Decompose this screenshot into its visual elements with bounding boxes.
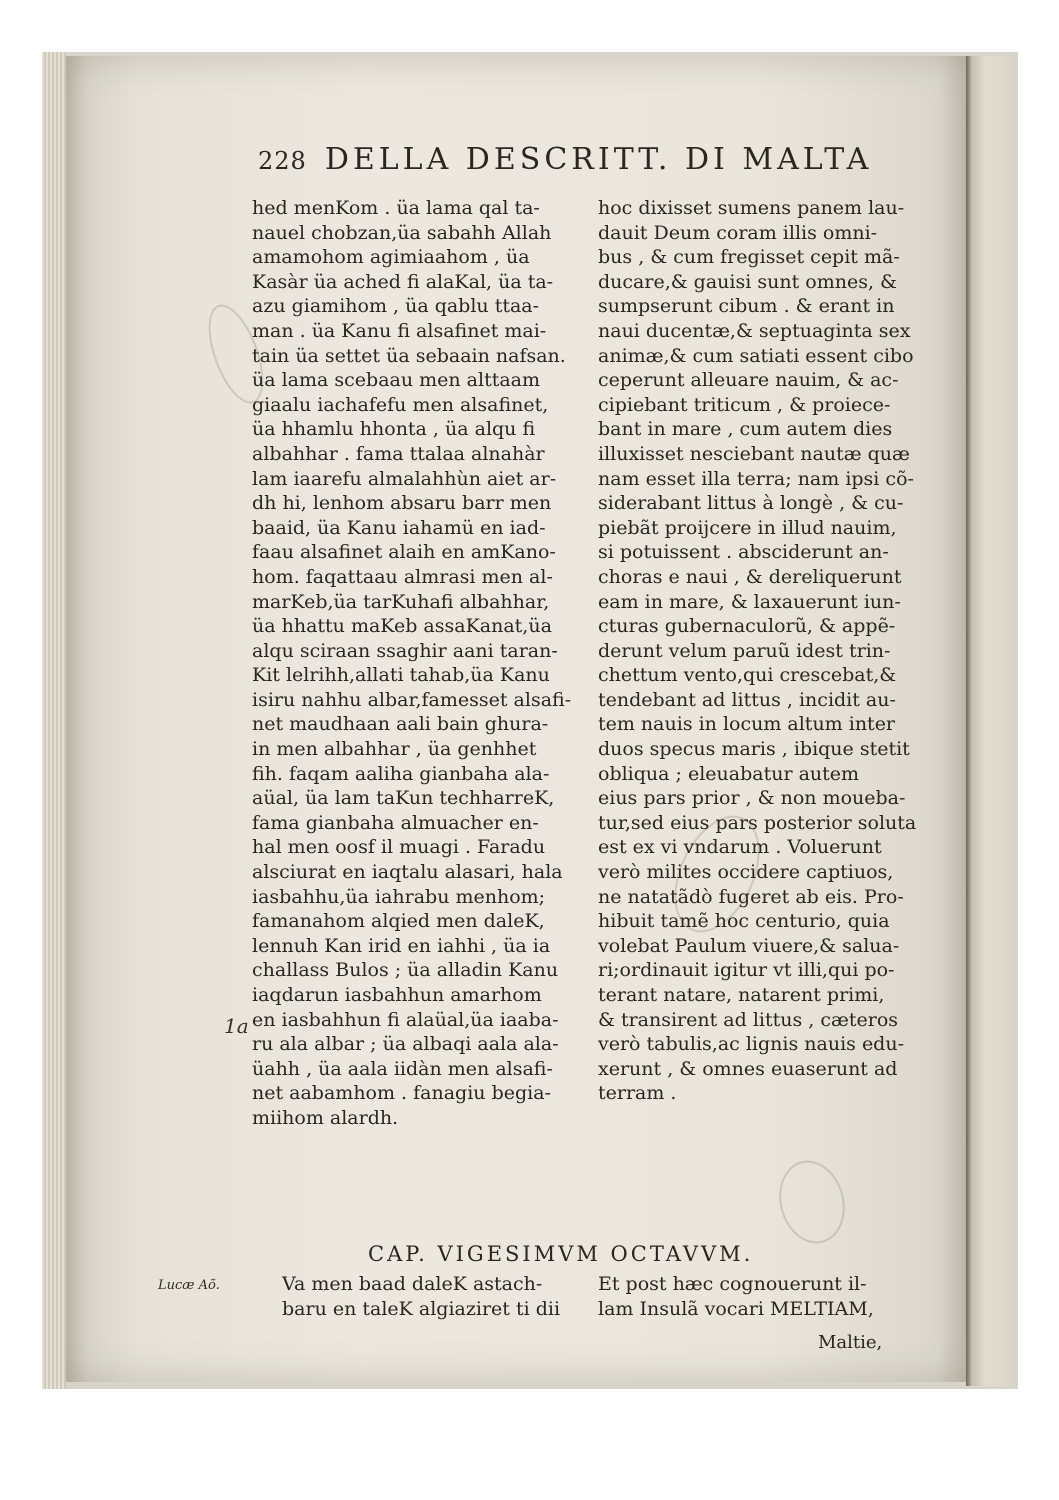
text-line: miihom alardh. xyxy=(252,1106,399,1129)
text-line: ri;ordinauit igitur vt illi,qui po- xyxy=(598,959,895,982)
page-edge-left xyxy=(42,52,66,1389)
chapter-heading: CAP. VIGESIMVM OCTAVVM. xyxy=(368,1242,754,1266)
text-line: lennuh Kan irid en iahhi , üa ia xyxy=(252,934,551,957)
text-line: bus , & cum fregisset cepit mã- xyxy=(598,246,900,269)
text-line: iaqdarun iasbahhun amarhom xyxy=(252,984,542,1006)
text-line: iasbahhu,üa iahrabu menhom; xyxy=(252,885,546,908)
running-title: DELLA DESCRITT. DI MALTA xyxy=(324,142,873,177)
text-line: terram . xyxy=(598,1082,677,1105)
text-line: net aabamhom . fanagiu begia- xyxy=(252,1082,551,1105)
text-line: üa hhamlu hhonta , üa alqu fi xyxy=(252,418,536,441)
text-line: aüal, üa lam taKun techharreK, xyxy=(252,787,555,810)
running-head xyxy=(258,142,873,186)
text-line: tendebant ad littus , incidit au- xyxy=(598,688,896,711)
text-line: Et post hæc cognouerunt il- xyxy=(598,1273,867,1295)
text-line: Kit lelrihh,allati tahab,üa Kanu xyxy=(252,664,550,687)
text-line: choras e naui , & dereliquerunt xyxy=(598,565,902,588)
text-line: üahh , üa aala iidàn men alsafi- xyxy=(252,1057,553,1080)
text-line: albahhar . fama ttalaa alnahàr xyxy=(252,442,545,465)
text-line: en iasbahhun fi alaüal,üa iaaba- xyxy=(252,1008,559,1031)
text-line: hom. faqattaau almrasi men al- xyxy=(252,565,553,588)
text-line: cipiebant triticum , & proiece- xyxy=(598,393,891,416)
text-line: baru en taleK algiaziret ti dii xyxy=(282,1297,561,1320)
text-line: net maudhaan aali bain ghura- xyxy=(252,713,549,736)
text-line: üa lama scebaau men alttaam xyxy=(252,369,541,392)
text-line: dauit Deum coram illis omni- xyxy=(598,221,878,244)
text-line: naui ducentæ,& septuaginta sex xyxy=(598,319,911,342)
text-line: bant in mare , cum autem dies xyxy=(598,418,893,441)
text-line: challass Bulos ; üa alladin Kanu xyxy=(252,959,559,982)
text-line: hed menKom . üa lama qal ta- xyxy=(252,197,540,219)
text-line: tain üa settet üa sebaain nafsan. xyxy=(252,344,566,367)
text-line: alqu sciraan ssaghir aani taran- xyxy=(252,639,558,662)
text-line: sumpserunt cibum . & erant in xyxy=(598,295,895,318)
text-line: Va men baad daleK astach- xyxy=(282,1273,543,1295)
text-line: eius pars prior , & non moueba- xyxy=(598,787,906,810)
text-line: xerunt , & omnes euaserunt ad xyxy=(598,1057,898,1080)
text-line: siderabant littus à longè , & cu- xyxy=(598,492,904,515)
text-line: si potuissent . absciderunt an- xyxy=(598,541,889,564)
text-line: fama gianbaha almuacher en- xyxy=(252,811,539,834)
text-line: faau alsafinet alaih en amKano- xyxy=(252,541,556,564)
right-column-latin xyxy=(598,196,943,1106)
text-line: cturas gubernaculorũ, & appẽ- xyxy=(598,615,896,638)
text-line: verò milites occidere captiuos, xyxy=(598,861,894,884)
text-line: ru ala albar ; üa albaqi aala ala- xyxy=(252,1033,559,1056)
text-line: man . üa Kanu fi alsafinet mai- xyxy=(252,319,547,342)
text-line: amamohom agimiaahom , üa xyxy=(252,246,530,269)
text-line: ne natatãdò fugeret ab eis. Pro- xyxy=(598,885,904,908)
text-line: hoc dixisset sumens panem lau- xyxy=(598,197,905,219)
text-line: nam esset illa terra; nam ipsi cõ- xyxy=(598,467,914,490)
text-line: obliqua ; eleuabatur autem xyxy=(598,762,860,785)
margin-note: Lucæ Aõ. xyxy=(158,1278,220,1293)
text-line: baaid, üa Kanu iahamü en iad- xyxy=(252,516,546,539)
text-line: famanahom alqied men daleK, xyxy=(252,910,545,933)
text-line: volebat Paulum viuere,& salua- xyxy=(598,934,900,957)
text-line: tem nauis in locum altum inter xyxy=(598,713,896,736)
text-line: hal men oosf il muagi . Faradu xyxy=(252,836,546,859)
text-line: in men albahhar , üa genhhet xyxy=(252,738,537,761)
text-line: est ex vi vndarum . Voluerunt xyxy=(598,836,882,859)
text-line: giaalu iachafefu men alsafinet, xyxy=(252,393,549,416)
text-line: nauel chobzan,üa sabahh Allah xyxy=(252,221,552,244)
text-line: piebãt proijcere in illud nauim, xyxy=(598,516,897,539)
left-column-arabic-transliteration xyxy=(252,196,584,1131)
chapter-right-text xyxy=(598,1272,943,1321)
text-line: Kasàr üa ached fi alaKal, üa ta- xyxy=(252,270,554,293)
text-line: lam Insulã vocari MELTIAM, xyxy=(598,1297,874,1320)
text-line: azu giamihom , üa qablu ttaa- xyxy=(252,295,540,318)
text-line: animæ,& cum satiati essent cibo xyxy=(598,344,914,367)
text-line: eam in mare, & laxauerunt iun- xyxy=(598,590,901,613)
text-line: terant natare, natarent primi, xyxy=(598,984,885,1006)
handwritten-annotation: 1a xyxy=(224,1014,249,1038)
text-line: dh hi, lenhom absaru barr men xyxy=(252,492,552,515)
text-line: isiru nahhu albar,famesset alsafi- xyxy=(252,688,572,711)
text-line: marKeb,üa tarKuhafi albahhar, xyxy=(252,590,550,613)
text-line: illuxisset nesciebant nautæ quæ xyxy=(598,442,910,465)
text-line: & transirent ad littus , cæteros xyxy=(598,1008,899,1031)
text-line: fih. faqam aaliha gianbaha ala- xyxy=(252,762,550,785)
text-line: tur,sed eius pars posterior soluta xyxy=(598,811,917,834)
text-line: üa hhattu maKeb assaKanat,üa xyxy=(252,615,552,638)
text-line: verò tabulis,ac lignis nauis edu- xyxy=(598,1033,905,1056)
text-line: derunt velum paruũ idest trin- xyxy=(598,639,891,662)
text-line: ceperunt alleuare nauim, & ac- xyxy=(598,369,899,392)
text-line: chettum vento,qui crescebat,& xyxy=(598,664,897,687)
text-line: duos specus maris , ibique stetit xyxy=(598,738,910,761)
text-line: lam iaarefu almalahhùn aiet ar- xyxy=(252,467,557,490)
text-line: hibuit tamẽ hoc centurio, quia xyxy=(598,910,890,933)
text-line: ducare,& gauisi sunt omnes, & xyxy=(598,270,897,293)
text-line: alsciurat en iaqtalu alasari, hala xyxy=(252,861,563,884)
facing-page-edge xyxy=(966,56,1018,1386)
page-number: 228 xyxy=(258,147,307,175)
catchword: Maltie, xyxy=(818,1332,883,1353)
chapter-left-text xyxy=(282,1272,592,1321)
